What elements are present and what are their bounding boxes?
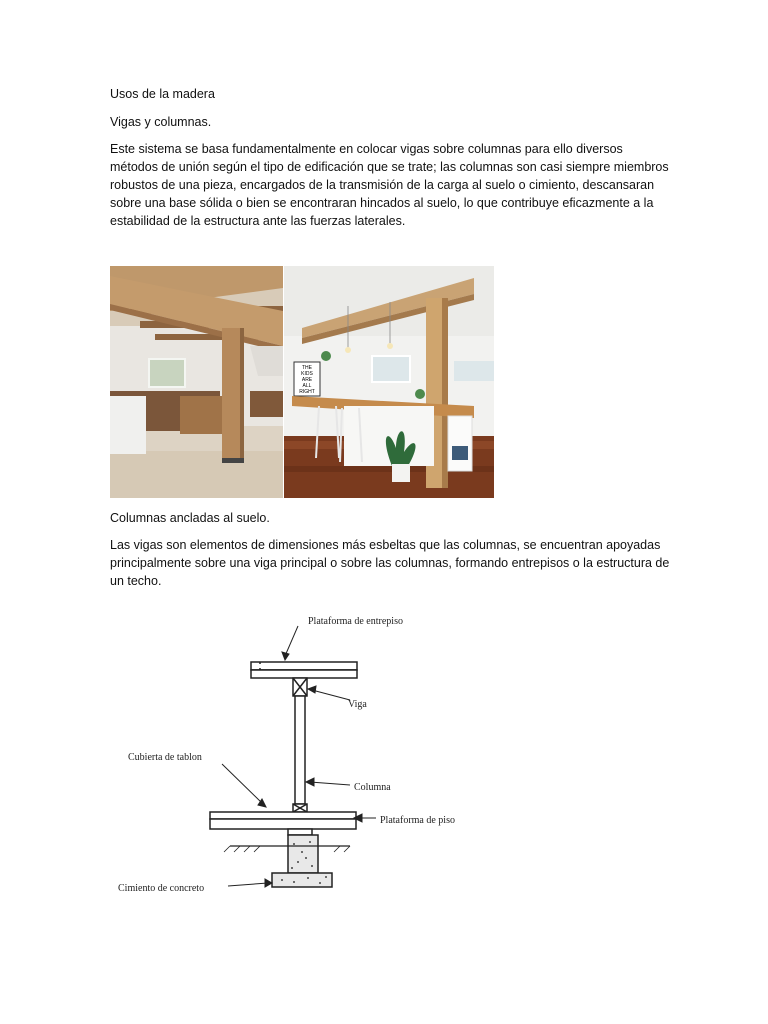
- label-piso: Plataforma de piso: [380, 815, 455, 826]
- section-heading: Vigas y columnas.: [110, 115, 212, 129]
- paragraph-beams: Las vigas son elementos de dimensiones más esbeltas que las columnas, se encuentran apoyadas principalmente sobre una viga principal o sobre las columnas, formando entrepisos o la estructura de un techo.: [110, 538, 670, 588]
- photo-caption: Columnas ancladas al suelo.: [110, 511, 270, 525]
- column-shaft: [295, 696, 305, 804]
- paragraph-columns: Este sistema se basa fundamentalmente en colocar vigas sobre columnas para ello diversos métodos de unión según el tipo de edificación que se trate; las columnas son casi siempre miembros robustos de una pieza, encargados de la transmisión de la carga al suelo o cimiento, descansaran sobre una base sólida o bien se encontraran hincados al suelo, lo que contribuye eficazmente a la estabilidad de la estructura ante las fuerzas laterales.: [110, 142, 669, 228]
- photo-rustic-beams: [110, 266, 283, 498]
- document-title: Usos de la madera: [110, 87, 215, 101]
- upper-platform: [251, 662, 357, 670]
- poster-line: RIGHT: [299, 389, 315, 395]
- photo-kitchen-post: [284, 266, 494, 498]
- label-cubierta: Cubierta de tablon: [128, 752, 202, 763]
- label-entrepiso: Plataforma de entrepiso: [308, 616, 403, 627]
- label-cimiento: Cimiento de concreto: [118, 883, 205, 894]
- footing-cap: [288, 829, 312, 835]
- floor-platform-top: [210, 812, 356, 819]
- poster-line: THE: [302, 365, 312, 371]
- label-columna: Columna: [354, 782, 391, 793]
- lower-upper-board: [251, 670, 357, 678]
- poster-line: KIDS: [301, 371, 313, 377]
- poster-line: ALL: [302, 383, 312, 389]
- floor-platform-bottom: [210, 819, 356, 829]
- label-viga: Viga: [348, 699, 367, 710]
- structure-diagram: [110, 600, 510, 900]
- poster-line: ARE: [301, 377, 313, 383]
